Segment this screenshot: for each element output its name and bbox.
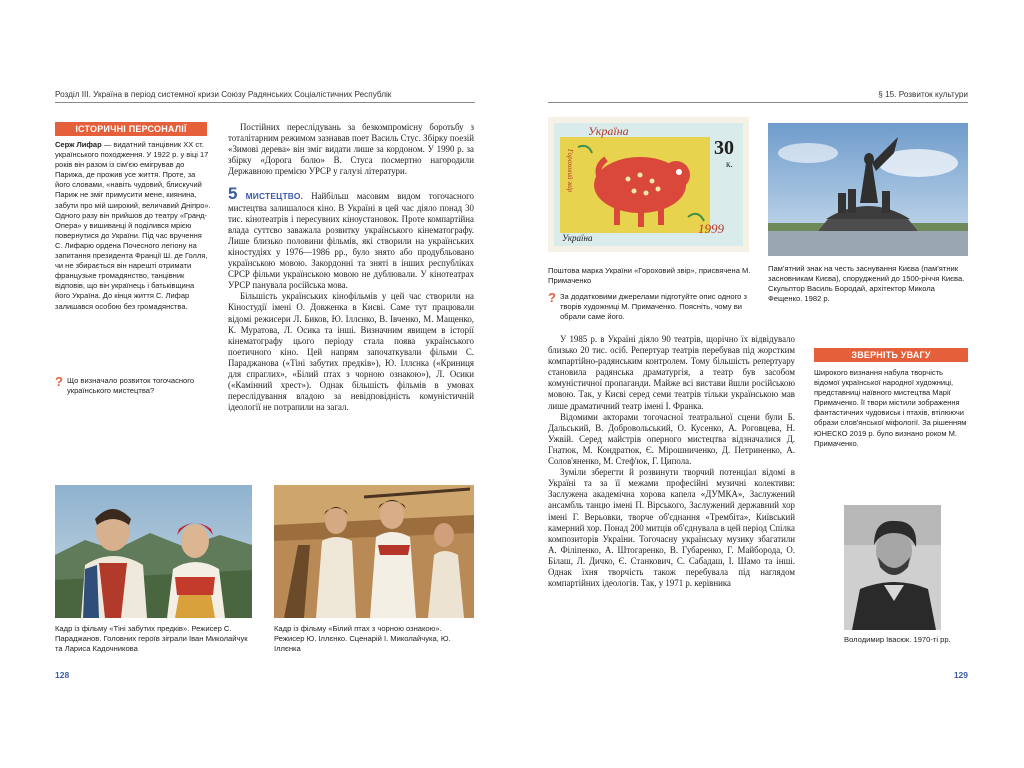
paragraph-cinema: Більшість українських кінофільмів у цей час створили на Кіностудії імені О. Довженка в Києві. Саме тут працювали відомі режисери Л. Биков, Ю. Іллєнко, В. Івченко, М. Мащенко, К. Муратова, Л. Осика та інші. Визначним явищем в історії кінематографу цього періоду стала поява українського поетичного кіно. Цей напрям започаткували фільми С. Параджанова («Тіні забутих предків»), Ю. Іллєнка («Криниця для спраглих», «Білий птах з чорною ознакою»), Л. Осики («Камінний хрест»). Однак більшість фільмів в умовах переслідування владою за невідповідність комуністичній ідеології не потрапили на загал.: [228, 291, 474, 413]
paragraph-stus: Постійних переслідувань за безкомпромісну боротьбу з тоталітарним режимом зазнавав поет Василь Стус. Збірку поезій «Зимові дерева» він зміг видати лише за кордоном. У 1990 р. за збірку «Дорога болю» В. Стуса посмертно нагородили Державною премією УРСР у галузі літератури.: [228, 122, 474, 177]
film-still-shadows-caption: Кадр із фільму «Тіні забутих предків». Режисер С. Параджанов. Головних героїв зіграли Іван Миколайчук та Лариса Кадочникова: [55, 624, 248, 653]
monument-photo: [768, 123, 968, 256]
postage-stamp: [548, 117, 749, 252]
right-header-rule: [548, 102, 968, 103]
left-page: [55, 90, 475, 690]
right-page: [548, 90, 968, 690]
stamp-bottom-text: Україна: [562, 233, 593, 243]
monument-caption: Пам'ятний знак на честь заснування Києва (пам'ятник засновникам Києва), споруджений до 1500-річчя Києва. Скульптор Василь Бородай, архітектор Микола Фещенко. 1982 р.: [768, 264, 965, 303]
right-question-text: За додатковими джерелами підготуйте опис одного з творів художниці М. Примаченко. Поясніть, чому ви обрали саме його.: [559, 292, 747, 321]
stamp-year: 1999: [698, 221, 724, 236]
section-number: 5: [228, 184, 238, 204]
left-page-number: 128: [55, 670, 70, 680]
persons-box-body: — видатний танцівник XX ст. українського походження. У 1922 р. у віці 17 років він разом із сім'єю емігрував до Парижа, де прожив усе життя. Проте, за його словами, «навіть чудовий, блискучий Париж не зміг примусити мене, киянина, забути про мій широкий, величавий Дніпро». Одного разу він прийшов до театру «Гранд-Опера» у вишиванці й поділився мрією повернутися до України. Під час вручення С. Лифарю ордена Почесного легіону на запитання президента Франції Ш. де Голля, чи не збирається він нарешті отримати французьке громадянство, танцівник відповів, що він українець і батьківщина його Україна. До кінця життя С. Лифар залишався особою без громадянства.: [55, 140, 211, 311]
persons-box-name: Серж Лифар: [55, 140, 102, 149]
paragraph-theatres: У 1985 р. в Україні діяло 90 театрів, щорічно їх відвідувало близько 20 тис. осіб. Репертуар театрів перебував під жорстким компартійно-радянським контролем. Тому більшість репертуару становила радянська драматургія, а театр був засобом комуністичної пропаганди. Майже всі вистави йшли російською мовою. Так, у Києві серед семи театрів тільки українською мав лише драматичний театр імені І. Франка.: [548, 334, 795, 411]
left-main-column: [228, 122, 474, 413]
section-title: МИСТЕЦТВО.: [245, 191, 304, 202]
stamp-side-text: Гороховий звір: [566, 149, 574, 193]
stamp-value-unit: к.: [726, 159, 733, 169]
attention-box-title: ЗВЕРНІТЬ УВАГУ: [814, 348, 968, 362]
stamp-value: 30: [714, 137, 734, 159]
stamp-caption: Поштова марка України «Гороховий звір», присвячена М. Примаченко: [548, 266, 751, 285]
left-question-text: Що визначало розвиток тогочасного українського мистецтва?: [66, 376, 195, 395]
portrait-caption: Володимир Івасюк. 1970-ті рр.: [844, 635, 951, 644]
section-art-text: Найбільш масовим видом тогочасного мистецтва залишалося кіно. В Україні в цей час діяло понад 30 тис. кінотеатрів і пересувних кіноустановок. Проте компартійна влада суттєво заважала розвитку українського кінематографу. Лише близько половини фільмів, які створили на українських кіностудіях у 1976—1986 рр., було знято або продубльовано українською мовою. Закордонні та зняті в інших республіках СРСР фільми українською мовою не дублювали. У кінотеатрах УРСР панувала російська мова.: [228, 191, 474, 291]
stamp-top-text: Україна: [588, 124, 629, 138]
question-icon: ?: [548, 290, 556, 305]
left-header-rule: [55, 102, 475, 103]
film-still-shadows: [55, 485, 252, 618]
persons-box-text: [55, 140, 211, 312]
left-question: [55, 376, 215, 396]
film-still-white-bird-caption: Кадр із фільму «Білий птах з чорною ознакою». Режисер Ю. Іллєнко. Сценарій І. Миколайчука, Ю. Іллєнка: [274, 624, 451, 653]
right-question: [548, 292, 753, 322]
section-art: [228, 184, 474, 291]
portrait-photo: [844, 505, 941, 630]
question-icon: ?: [55, 374, 63, 389]
right-running-head: § 15. Розвиток культури: [878, 90, 968, 99]
right-main-column: [548, 334, 795, 589]
film-still-white-bird: [274, 485, 474, 618]
paragraph-music: Зуміли зберегти й розвинути творчий потенціал відомі в Україні та за її межами професійні музичні колективи: Заслужена академічна хорова капела «ДУМКА», Заслужений ансамбль танцю імені П. Вірського, Заслужений державний хор імені Г. Верьовки, творче об'єднання «Трембіта», Київський камерний хор. Понад 200 митців об'єднувала в цей період Спілка композиторів України. Тогочасну українську музику збагатили А. Філіпенко, А. Штогаренко, В. Губаренко, Г. Майборода, О. Білаш, Л. Дичко, Є. Станкович, С. Сабадаш, І. Шамо та інші. Однак їхня творчість також перебувала під наглядом компартійних ідеологів. Так, у 1971 р. керівника: [548, 467, 795, 589]
attention-box-text: Широкого визнання набула творчість відомої української народної художниці, представниці наївного мистецтва Марії Примаченко. Її твори містили зображення фантастичних чудовиськ і птахів, втілюючи образи слов'янської міфології. За рішенням ЮНЕСКО 2019 р. було визнано роком М. Примаченко.: [814, 368, 967, 448]
persons-box-title: ІСТОРИЧНІ ПЕРСОНАЛІЇ: [55, 122, 207, 136]
right-page-number: 129: [953, 670, 968, 680]
paragraph-actors: Відомими акторами тогочасної театральної сцени були Б. Дальський, В. Добровольський, О. Кусенко, А. Роговцева, Н. Ужвій. Серед майстрів оперного мистецтва відзначалися Д. Гнатюк, М. Кондратюк, Є. Мірошниченко, Д. Петриненко, А. Солов'яненко, М. Стеф'юк, Г. Ципола.: [548, 411, 795, 467]
left-running-head: Розділ ІІІ. Україна в період системної кризи Союзу Радянських Соціалістичних Республік: [55, 90, 392, 99]
